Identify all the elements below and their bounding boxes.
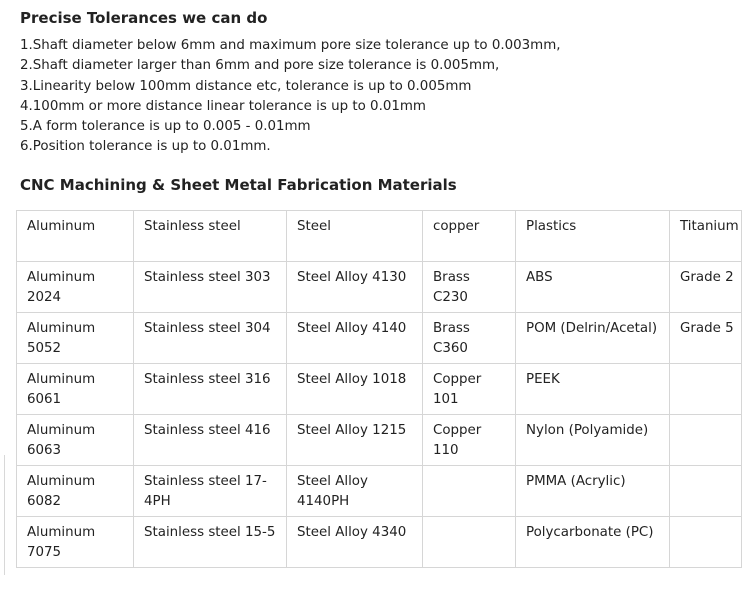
header-cell-copper: copper [423,211,516,262]
table-cell: Steel Alloy 1215 [287,415,423,466]
table-cell: Stainless steel 416 [134,415,287,466]
table-cell: Aluminum 2024 [17,262,134,313]
table-cell: Stainless steel 17-4PH [134,466,287,517]
tolerance-item: 3.Linearity below 100mm distance etc, tolerance is up to 0.005mm [20,78,472,94]
table-cell [423,517,516,568]
table-cell: Aluminum 6082 [17,466,134,517]
table-cell: PMMA (Acrylic) [516,466,670,517]
table-row [17,313,742,364]
table-cell: POM (Delrin/Acetal) [516,313,670,364]
table-cell [670,466,742,517]
materials-table [16,210,742,568]
table-cell [423,466,516,517]
table-cell: Steel Alloy 4130 [287,262,423,313]
table-cell: Brass C360 [423,313,516,364]
table-cell: Aluminum 6061 [17,364,134,415]
header-cell-steel: Steel [287,211,423,262]
materials-heading: CNC Machining & Sheet Metal Fabrication Materials [20,176,457,194]
table-row [17,466,742,517]
tolerance-item: 2.Shaft diameter larger than 6mm and pore size tolerance is 0.005mm, [20,58,500,74]
tolerance-list [20,36,561,158]
header-cell-plastics: Plastics [516,211,670,262]
tolerances-heading: Precise Tolerances we can do [20,9,268,27]
header-cell-stainless-steel: Stainless steel [134,211,287,262]
table-cell: PEEK [516,364,670,415]
table-cell: Stainless steel 15-5 [134,517,287,568]
tolerance-item: 5.A form tolerance is up to 0.005 - 0.01mm [20,119,311,135]
table-cell: Polycarbonate (PC) [516,517,670,568]
table-cell: Steel Alloy 4140PH [287,466,423,517]
table-cell: Steel Alloy 1018 [287,364,423,415]
tolerance-item: 6.Position tolerance is up to 0.01mm. [20,139,271,155]
table-row [17,517,742,568]
table-cell: Aluminum 5052 [17,313,134,364]
table-cell: Grade 2 [670,262,742,313]
table-cell: Brass C230 [423,262,516,313]
table-cell [670,517,742,568]
table-cell: Stainless steel 304 [134,313,287,364]
table-cell: Steel Alloy 4340 [287,517,423,568]
table-header-row [17,211,742,262]
table-cell: Copper 110 [423,415,516,466]
table-cell [670,415,742,466]
table-row [17,415,742,466]
table-cell: Aluminum 6063 [17,415,134,466]
left-edge-divider [4,455,5,575]
tolerance-item: 1.Shaft diameter below 6mm and maximum pore size tolerance up to 0.003mm, [20,38,561,53]
header-cell-titanium: Titanium [670,211,742,262]
table-cell: ABS [516,262,670,313]
table-cell: Aluminum 7075 [17,517,134,568]
tolerance-item: 4.100mm or more distance linear tolerance is up to 0.01mm [20,98,426,114]
table-cell: Stainless steel 316 [134,364,287,415]
table-cell: Copper 101 [423,364,516,415]
table-cell [670,364,742,415]
table-cell: Nylon (Polyamide) [516,415,670,466]
table-cell: Stainless steel 303 [134,262,287,313]
table-row [17,262,742,313]
header-cell-aluminum: Aluminum [17,211,134,262]
table-cell: Steel Alloy 4140 [287,313,423,364]
table-row [17,364,742,415]
table-cell: Grade 5 [670,313,742,364]
